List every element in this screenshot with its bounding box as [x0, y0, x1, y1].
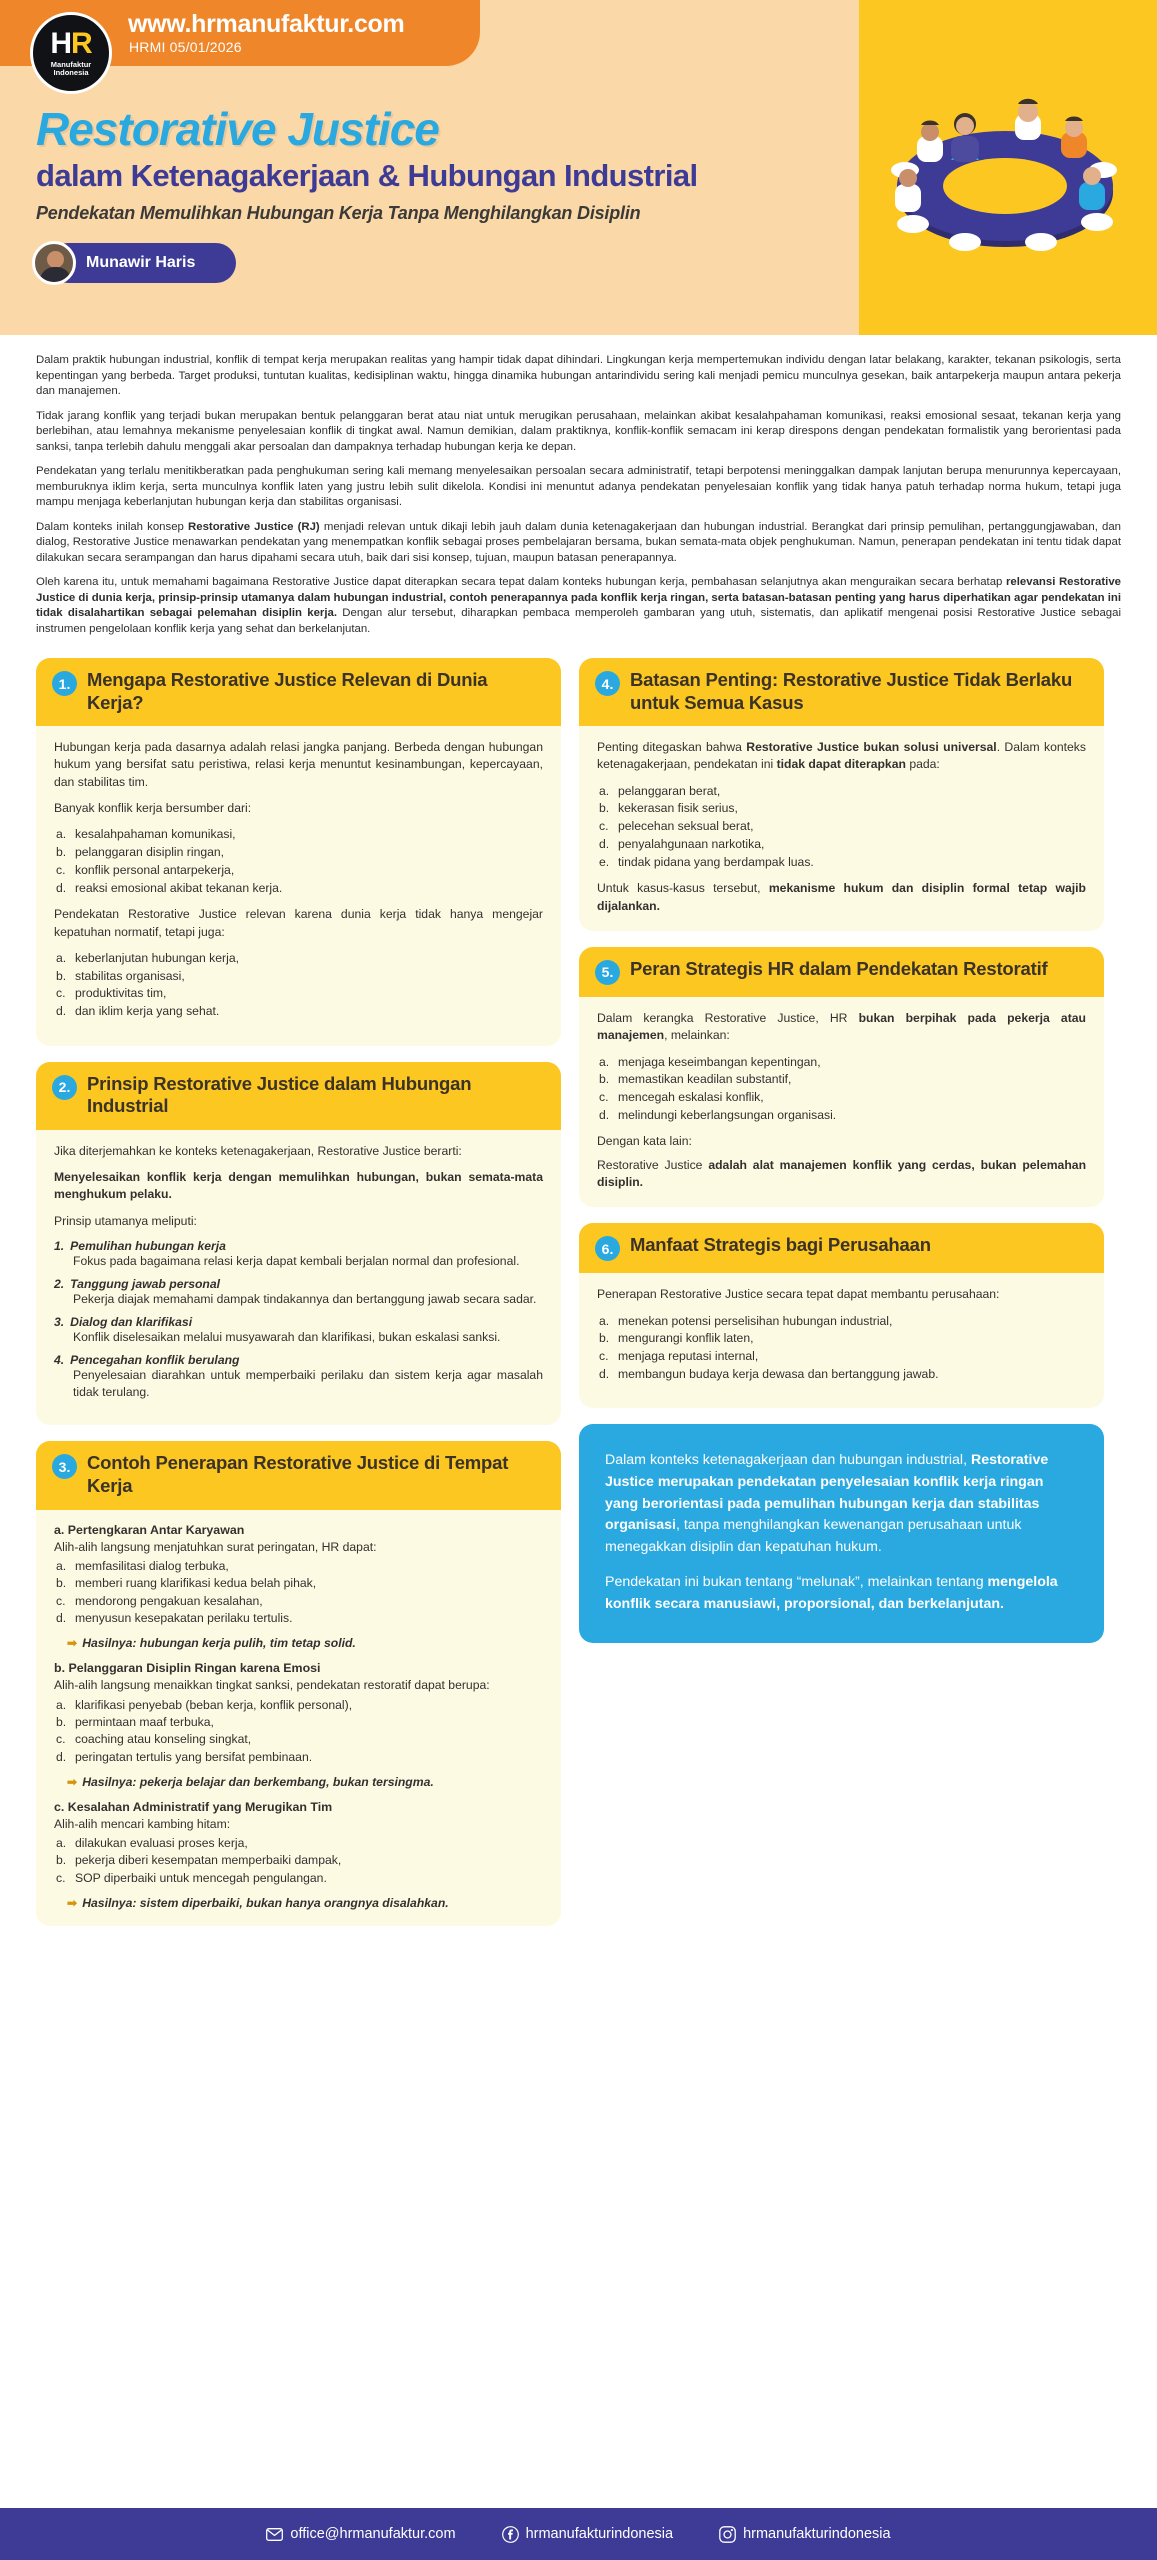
card-1: [36, 658, 561, 1046]
footer-email-text: office@hrmanufaktur.com: [290, 2526, 456, 2542]
block-result: [54, 1636, 543, 1650]
brand-logo: [30, 12, 112, 94]
principle-head: [54, 1277, 543, 1291]
block-list: [54, 1558, 543, 1627]
card-6-list: [597, 1313, 1086, 1384]
list-text: tindak pidana yang berdampak luas.: [618, 854, 814, 869]
list-item: [54, 1697, 543, 1714]
list-item: [597, 783, 1086, 801]
principle-head: [54, 1353, 543, 1367]
block-lead: Alih-alih mencari kambing hitam:: [54, 1816, 231, 1831]
list-marker: d.: [599, 1366, 610, 1381]
card-1-header: [36, 658, 561, 726]
card-3-number: 3.: [52, 1454, 77, 1479]
list-marker: e.: [599, 854, 610, 869]
block-heading: c. Kesalahan Administratif yang Merugikan Tim: [54, 1799, 333, 1814]
list-text: produktivitas tim,: [75, 986, 167, 1001]
email-icon: [266, 2526, 283, 2543]
card-2-body: [36, 1130, 561, 1426]
list-text: membangun budaya kerja dewasa dan bertanggung jawab.: [618, 1366, 939, 1381]
list-marker: 4.: [54, 1353, 65, 1368]
card-4-header: [579, 658, 1104, 726]
block-heading: b. Pelanggaran Disiplin Ringan karena Emosi: [54, 1661, 321, 1676]
list-item: [54, 950, 543, 968]
card-4-p1: Penting ditegaskan bahwa Restorative Justice bukan solusi universal. Dalam konteks ketenagakerjaan, pendekatan ini tidak dapat diterapkan pada:: [597, 740, 1086, 772]
list-text: konflik personal antarpekerja,: [75, 862, 235, 877]
list-marker: b.: [599, 1331, 610, 1346]
list-marker: d.: [56, 1749, 67, 1764]
card-1-p3: Pendekatan Restorative Justice relevan karena dunia kerja tidak hanya mengejar kepatuhan normatif, tetapi juga:: [54, 907, 543, 939]
card-1-p1: Hubungan kerja pada dasarnya adalah relasi jangka panjang. Berbeda dengan hubungan hukum yang bersifat satu peristiwa, relasi kerja menuntut kesinambungan, kepercayaan, dan stabilitas tim.: [54, 740, 543, 789]
result-text: Hasilnya: sistem diperbaiki, bukan hanya orangnya disalahkan.: [82, 1896, 449, 1911]
list-text: SOP diperbaiki untuk mencegah pengulangan.: [75, 1870, 327, 1885]
list-marker: 3.: [54, 1315, 65, 1330]
card-4-title: Batasan Penting: Restorative Justice Tidak Berlaku untuk Semua Kasus: [630, 669, 1073, 713]
list-item: [54, 862, 543, 880]
site-url[interactable]: www.hrmanufaktur.com: [128, 10, 405, 38]
card-6-number: 6.: [595, 1236, 620, 1261]
list-item: [597, 1054, 1086, 1072]
list-marker: b.: [599, 801, 610, 816]
intro-section: [0, 335, 1157, 652]
list-item: [54, 968, 543, 986]
list-item: [54, 1714, 543, 1731]
list-text: kekerasan fisik serius,: [618, 801, 738, 816]
meeting-table-illustration: [865, 74, 1135, 274]
list-item: [54, 1731, 543, 1748]
list-marker: c.: [56, 1870, 66, 1885]
card-4-number: 4.: [595, 671, 620, 696]
list-marker: b.: [56, 845, 67, 860]
list-item: [54, 1353, 543, 1401]
principle-title: Tanggung jawab personal: [70, 1277, 221, 1292]
avatar: [32, 241, 76, 285]
list-marker: d.: [599, 1107, 610, 1122]
list-text: stabilitas organisasi,: [75, 968, 185, 983]
list-text: penyalahgunaan narkotika,: [618, 836, 765, 851]
list-text: peringatan tertulis yang bersifat pembinaan.: [75, 1749, 313, 1764]
list-item: [597, 818, 1086, 836]
conclusion-p2: Pendekatan ini bukan tentang “melunak”, melainkan tentang mengelola konflik secara manusiawi, proporsional, dan berkelanjutan.: [605, 1574, 1058, 1612]
list-marker: c.: [599, 1089, 609, 1104]
list-item: [597, 1330, 1086, 1348]
list-item: [597, 1071, 1086, 1089]
list-item: [54, 1277, 543, 1308]
block-heading: a. Pertengkaran Antar Karyawan: [54, 1522, 245, 1537]
list-item: [54, 1835, 543, 1852]
intro-paragraph-4: Dalam konteks inilah konsep Restorative Justice (RJ) menjadi relevan untuk dikaji lebih jauh dalam dunia ketenagakerjaan dan hubungan industrial. Berangkat dari prinsip pemulihan, pertanggungjawaban, dan dialog, Restorative Justice menawarkan pendekatan yang menempatkan konflik sebagai proses pembelajaran bersama, bukan semata-mata objek penghukuman. Namun, penerapan pendekatan ini tentu tidak dapat dilakukan secara serampangan dan harus dipahami secara utuh, baik dari sisi konsep, tujuan, maupun batasan penerapannya.: [36, 520, 1122, 564]
intro-paragraph-1: Dalam praktik hubungan industrial, konflik di tempat kerja merupakan realitas yang hampir tidak dapat dihindari. Lingkungan kerja mempertemukan individu dengan latar belakang, karakter, tekanan psikologis, serta kepentingan yang berbeda. Target produksi, tuntutan kualitas, kedisiplinan waktu, hingga dinamika hubungan antarindividu sering kali menjadi pemicu munculnya gesekan, baik antarpekerja maupun antara pekerja dan manajemen.: [36, 354, 1121, 397]
logo-hr-text: HR: [50, 27, 92, 61]
list-marker: a.: [56, 827, 67, 842]
card-4: [579, 658, 1104, 931]
footer-facebook-text: hrmanufakturindonesia: [525, 2526, 674, 2542]
list-text: memastikan keadilan substantif,: [618, 1072, 792, 1087]
list-marker: a.: [56, 1558, 67, 1573]
list-text: permintaan maaf terbuka,: [75, 1714, 214, 1729]
list-text: keberlanjutan hubungan kerja,: [75, 950, 239, 965]
list-marker: c.: [599, 1348, 609, 1363]
card-2-p1: Jika diterjemahkan ke konteks ketenagakerjaan, Restorative Justice berarti:: [54, 1143, 462, 1158]
card-1-body: [36, 726, 561, 1045]
intro-paragraph-5: Oleh karena itu, untuk memahami bagaimana Restorative Justice dapat diterapkan secara tepat dalam konteks hubungan kerja, pembahasan selanjutnya akan menguraikan secara berhatap relevansi Restorative Justice di dunia kerja, prinsip-prinsip utamanya dalam hubungan industrial, contoh penerapannya pada konflik kerja ringan, serta batasan-batasan penting yang harus diperhatikan agar pendekatan ini tidak disalahartikan sebagai pelemahan disiplin kerja. Dengan alur tersebut, diharapkan pembaca memperoleh gambaran yang utuh, sistematis, dan aplikatif mengenai posisi Restorative Justice sebagai instrumen pengelolaan konflik kerja yang sehat dan berkelanjutan.: [36, 576, 1121, 635]
card-6-body: [579, 1273, 1104, 1408]
card-6-p1: Penerapan Restorative Justice secara tepat dapat membantu perusahaan:: [597, 1287, 1000, 1302]
list-marker: c.: [599, 819, 609, 834]
list-marker: c.: [56, 1593, 66, 1608]
block-lead: Alih-alih langsung menaikkan tingkat sanksi, pendekatan restoratif dapat berupa:: [54, 1678, 490, 1693]
cards-columns: [0, 652, 1157, 1942]
issue-code: HRMI 05/01/2026: [129, 39, 242, 55]
card-2-header: [36, 1062, 561, 1130]
page-subtitle: dalam Ketenagakerjaan & Hubungan Industrial: [36, 158, 698, 193]
list-marker: b.: [599, 1072, 610, 1087]
list-text: pekerja diberi kesempatan memperbaiki dampak,: [75, 1853, 342, 1868]
list-marker: c.: [56, 862, 66, 877]
card-3-title: Contoh Penerapan Restorative Justice di Tempat Kerja: [87, 1452, 509, 1496]
instagram-icon: [719, 2526, 736, 2543]
principle-title: Pemulihan hubungan kerja: [70, 1239, 226, 1254]
list-marker: a.: [56, 1697, 67, 1712]
list-item: [54, 826, 543, 844]
list-marker: b.: [56, 1576, 67, 1591]
list-text: memberi ruang klarifikasi kedua belah pihak,: [75, 1576, 317, 1591]
facebook-icon: [502, 2526, 519, 2543]
footer-email[interactable]: [266, 2526, 455, 2543]
card-6-title: Manfaat Strategis bagi Perusahaan: [630, 1234, 931, 1256]
card-3: [36, 1441, 561, 1926]
list-text: menekan potensi perselisihan hubungan industrial,: [618, 1313, 893, 1328]
card-1-list-1: [54, 826, 543, 897]
left-column: [36, 658, 561, 1942]
list-text: mendorong pengakuan kesalahan,: [75, 1593, 263, 1608]
list-text: melindungi keberlangsungan organisasi.: [618, 1107, 837, 1122]
list-marker: d.: [56, 880, 67, 895]
list-item: [597, 836, 1086, 854]
list-marker: d.: [599, 836, 610, 851]
card-5: [579, 947, 1104, 1207]
list-text: memfasilitasi dialog terbuka,: [75, 1558, 229, 1573]
list-item: [54, 844, 543, 862]
list-text: dilakukan evaluasi proses kerja,: [75, 1836, 248, 1851]
list-marker: 2.: [54, 1277, 65, 1292]
block-lead: Alih-alih langsung menjatuhkan surat peringatan, HR dapat:: [54, 1539, 377, 1554]
result-text: Hasilnya: pekerja belajar dan berkembang, bukan tersingma.: [82, 1774, 434, 1789]
page-tagline: Pendekatan Memulihkan Hubungan Kerja Tanpa Menghilangkan Disiplin: [36, 203, 641, 223]
card-5-p2: Dengan kata lain:: [597, 1134, 692, 1149]
list-text: menjaga keseimbangan kepentingan,: [618, 1054, 821, 1069]
list-item: [54, 1593, 543, 1610]
card-6: [579, 1223, 1104, 1408]
card-3-block-c: [54, 1800, 543, 1910]
list-text: pelanggaran berat,: [618, 783, 721, 798]
list-marker: d.: [56, 1003, 67, 1018]
footer-instagram-text: hrmanufakturindonesia: [743, 2526, 891, 2542]
list-item: [597, 800, 1086, 818]
card-1-p2: Banyak konflik kerja bersumber dari:: [54, 801, 252, 816]
list-text: klarifikasi penyebab (beban kerja, konflik personal),: [75, 1697, 353, 1712]
list-item: [54, 1003, 543, 1021]
list-item: [597, 1089, 1086, 1107]
list-text: kesalahpahaman komunikasi,: [75, 827, 236, 842]
principle-title: Pencegahan konflik berulang: [70, 1353, 240, 1368]
logo-subtext: Manufaktur Indonesia: [50, 60, 92, 77]
footer: [0, 2508, 1157, 2560]
author-badge: [48, 243, 236, 283]
card-5-body: [579, 997, 1104, 1207]
card-1-list-2: [54, 950, 543, 1021]
intro-paragraph-3: Pendekatan yang terlalu menitikberatkan pada penghukuman sering kali memang menyelesaikan persoalan secara administratif, tetapi berpotensi meninggalkan dampak lanjutan berupa menurunnya kepercayaan, memburuknya iklim kerja, serta munculnya konflik laten yang justru lebih sulit dikelola. Kondisi ini menuntut adanya pendekatan penyelesaian konflik yang tidak hanya patuh terhadap norma hukum, tetapi juga mampu menjaga keberlanjutan hubungan kerja dan stabilitas organisasi.: [36, 465, 1121, 508]
list-marker: b.: [56, 968, 67, 983]
list-marker: c.: [56, 1732, 66, 1747]
card-2-title: Prinsip Restorative Justice dalam Hubungan Industrial: [87, 1072, 472, 1117]
list-marker: b.: [56, 1714, 67, 1729]
conclusion-p1: Dalam konteks ketenagakerjaan dan hubungan industrial, Restorative Justice merupakan pendekatan penyelesaian konflik kerja ringan yang berorientasi pada pemulihan hubungan kerja dan stabilitas organisasi, tanpa menghilangkan kewenangan perusahaan untuk menegakkan disiplin dan kepatuhan hukum.: [605, 1452, 1049, 1555]
arrow-icon: ➡: [67, 1636, 78, 1651]
card-4-body: [579, 726, 1104, 931]
arrow-icon: ➡: [67, 1774, 78, 1789]
list-item: [54, 1870, 543, 1887]
list-item: [597, 1107, 1086, 1125]
card-1-number: 1.: [52, 671, 77, 696]
list-text: pelecehan seksual berat,: [618, 819, 754, 834]
list-text: reaksi emosional akibat tekanan kerja.: [75, 880, 283, 895]
footer-instagram[interactable]: [719, 2526, 891, 2543]
list-text: pelanggaran disiplin ringan,: [75, 845, 225, 860]
page-title: Restorative Justice: [36, 103, 439, 155]
principle-desc: Penyelesaian diarahkan untuk memperbaiki perilaku dan sistem kerja agar masalah tidak terulang.: [73, 1368, 543, 1400]
list-item: [54, 880, 543, 898]
list-marker: d.: [56, 1610, 67, 1625]
card-6-header: [579, 1223, 1104, 1273]
card-2-principles: [54, 1239, 543, 1401]
card-5-p1: Dalam kerangka Restorative Justice, HR bukan berpihak pada pekerja atau manajemen, melainkan:: [597, 1010, 1086, 1043]
list-item: [597, 1348, 1086, 1366]
card-5-list: [597, 1054, 1086, 1125]
author-name: Munawir Haris: [86, 254, 196, 271]
principle-desc: Pekerja diajak memahami dampak tindakannya dan bertanggung jawab secara sadar.: [73, 1292, 537, 1307]
result-text: Hasilnya: hubungan kerja pulih, tim tetap solid.: [82, 1636, 356, 1651]
list-text: coaching atau konseling singkat,: [75, 1732, 252, 1747]
list-text: menyusun kesepakatan perilaku tertulis.: [75, 1610, 293, 1625]
card-4-p2: Untuk kasus-kasus tersebut, mekanisme hukum dan disiplin formal tetap wajib dijalankan.: [597, 881, 1086, 913]
card-2-number: 2.: [52, 1075, 77, 1100]
intro-paragraph-2: Tidak jarang konflik yang terjadi bukan merupakan bentuk pelanggaran berat atau niat untuk merugikan perusahaan, melainkan akibat kesalahpahaman komunikasi, reaksi emosional sesaat, tekanan kerja yang berlebihan, atau lemahnya mekanisme penyelesaian konflik di tingkat awal. Namun demikian, dalam praktiknya, konflik-konflik semacam ini kerap direspons dengan pendekatan formalistik yang berorientasi pada sanksi, tanpa terlebih dahulu menggali akar persoalan dan dampaknya terhadap hubungan kerja ke depan.: [36, 409, 1121, 453]
list-text: menjaga reputasi internal,: [618, 1348, 759, 1363]
principle-title: Dialog dan klarifikasi: [70, 1315, 193, 1330]
list-item: [597, 1313, 1086, 1331]
card-2-p2: Menyelesaikan konflik kerja dengan memulihkan hubungan, bukan semata-mata menghukum pelaku.: [54, 1170, 543, 1202]
block-list: [54, 1697, 543, 1766]
principle-head: [54, 1239, 543, 1253]
list-marker: a.: [56, 950, 67, 965]
list-marker: a.: [56, 1836, 67, 1851]
list-marker: 1.: [54, 1239, 65, 1254]
arrow-icon: ➡: [67, 1896, 78, 1911]
card-3-body: [36, 1510, 561, 1927]
block-result: [54, 1896, 543, 1910]
list-text: mengurangi konflik laten,: [618, 1331, 754, 1346]
list-item: [54, 1610, 543, 1627]
list-marker: b.: [56, 1853, 67, 1868]
list-item: [54, 985, 543, 1003]
conclusion-box: [579, 1424, 1104, 1643]
card-2-p3: Prinsip utamanya meliputi:: [54, 1213, 197, 1228]
list-marker: a.: [599, 1054, 610, 1069]
principle-desc: Fokus pada bagaimana relasi kerja dapat kembali berjalan normal dan profesional.: [73, 1254, 520, 1269]
principle-head: [54, 1315, 543, 1329]
list-item: [54, 1315, 543, 1346]
card-5-number: 5.: [595, 960, 620, 985]
card-4-list: [597, 783, 1086, 871]
card-5-header: [579, 947, 1104, 997]
block-list: [54, 1835, 543, 1887]
card-3-block-b: [54, 1661, 543, 1789]
principle-desc: Konflik diselesaikan melalui musyawarah dan klarifikasi, bukan eskalasi sanksi.: [73, 1330, 501, 1345]
card-1-title: Mengapa Restorative Justice Relevan di Dunia Kerja?: [87, 669, 488, 713]
list-item: [54, 1852, 543, 1869]
list-item: [54, 1749, 543, 1766]
header: [0, 0, 1157, 335]
list-item: [54, 1558, 543, 1575]
list-item: [597, 1366, 1086, 1384]
list-marker: a.: [599, 783, 610, 798]
list-item: [597, 854, 1086, 872]
card-5-title: Peran Strategis HR dalam Pendekatan Restoratif: [630, 957, 1048, 979]
list-marker: c.: [56, 986, 66, 1001]
block-result: [54, 1775, 543, 1789]
right-column: [579, 658, 1104, 1942]
list-text: mencegah eskalasi konflik,: [618, 1089, 764, 1104]
list-text: dan iklim kerja yang sehat.: [75, 1003, 220, 1018]
card-3-block-a: [54, 1523, 543, 1651]
footer-facebook[interactable]: [502, 2526, 674, 2543]
list-item: [54, 1239, 543, 1270]
card-3-header: [36, 1441, 561, 1509]
card-5-p3: Restorative Justice adalah alat manajemen konflik yang cerdas, bukan pelemahan disiplin.: [597, 1157, 1087, 1189]
list-item: [54, 1575, 543, 1592]
list-marker: a.: [599, 1313, 610, 1328]
card-2: [36, 1062, 561, 1426]
